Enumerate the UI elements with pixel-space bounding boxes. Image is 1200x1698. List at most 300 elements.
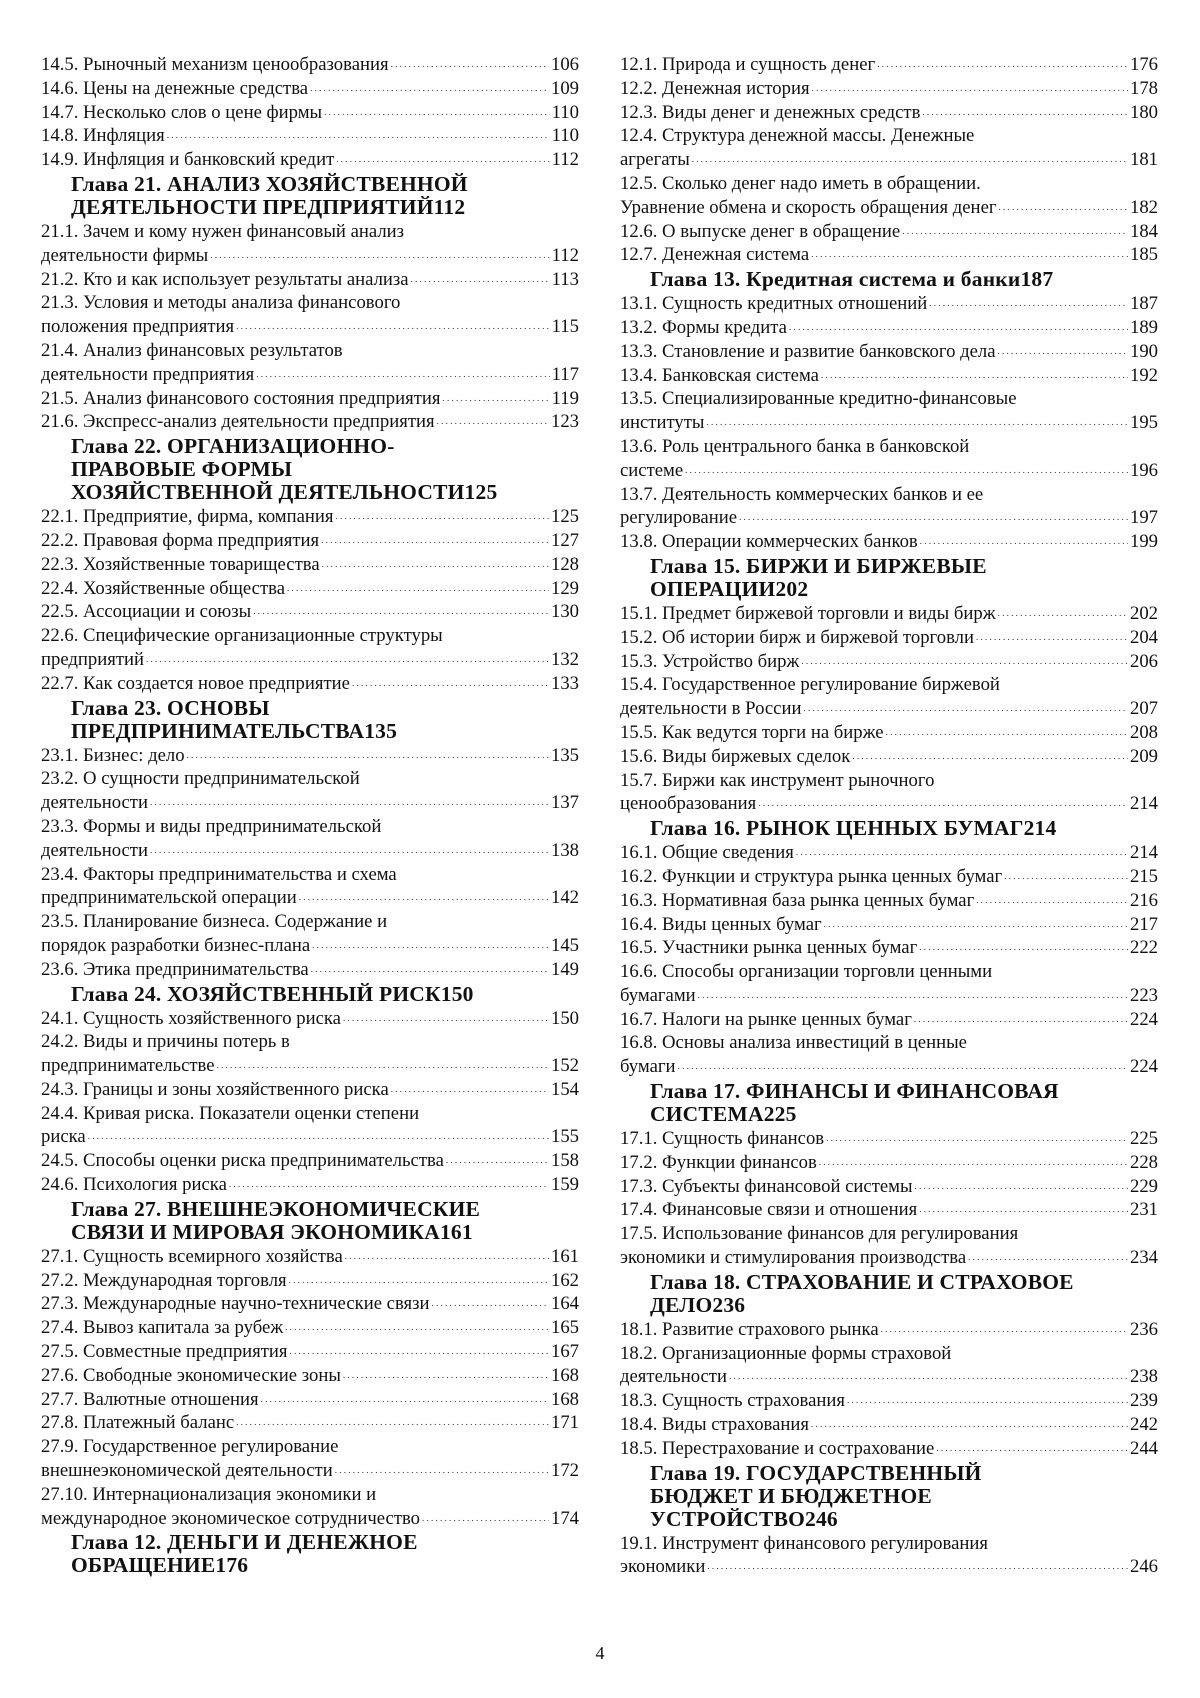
toc-entry-title: 24.6. Психология риска (41, 1174, 227, 1196)
toc-entry (41, 220, 579, 268)
toc-entry-page: 199 (1129, 531, 1158, 553)
toc-entry-title: 21.6. Экспресс-анализ деятельности предприятия (41, 411, 435, 433)
chapter-heading-line: Глава 17. ФИНАНСЫ И ФИНАНСОВАЯ (650, 1079, 1059, 1104)
toc-entry (41, 767, 579, 815)
toc-entry-title: 18.3. Сущность страхования (620, 1390, 846, 1412)
dot-leader (1004, 872, 1128, 884)
toc-entry-page: 110 (551, 125, 579, 147)
toc-entry-title: международное экономическое сотрудничество (41, 1507, 421, 1529)
toc-entry-title: 16.2. Функции и структура рынка ценных бумаг (620, 865, 1003, 887)
dot-leader (253, 607, 549, 619)
toc-entry-page: 132 (550, 648, 579, 670)
toc-entry (620, 530, 1158, 554)
toc-entry (620, 435, 1158, 483)
toc-entry-title: 27.7. Валютные отношения (41, 1388, 259, 1410)
dot-leader (739, 513, 1128, 525)
toc-entry-page: 196 (1129, 459, 1158, 481)
dot-leader (312, 941, 549, 953)
toc-entry (41, 1245, 579, 1269)
toc-left-column (41, 53, 579, 1578)
toc-entry (620, 1198, 1158, 1222)
toc-entry-title-line1: 23.5. Планирование бизнеса. Содержание и (41, 911, 388, 933)
toc-entry-page: 129 (550, 577, 579, 599)
toc-entry-title: 17.4. Финансовые связи и отношения (620, 1199, 918, 1221)
toc-entry (41, 1149, 579, 1173)
toc-entry-title: 17.1. Сущность финансов (620, 1128, 825, 1150)
toc-entry-page: 154 (550, 1078, 579, 1100)
dot-leader (968, 1253, 1128, 1265)
toc-entry-page: 239 (1129, 1390, 1158, 1412)
chapter-page: 246 (805, 1506, 838, 1531)
dot-leader (801, 656, 1128, 668)
dot-leader (236, 1418, 549, 1430)
toc-entry-title: 15.2. Об истории бирж и биржевой торговли (620, 626, 974, 648)
toc-entry-title-line1: 27.10. Интернационализация экономики и (41, 1483, 377, 1505)
toc-entry (620, 602, 1158, 626)
dot-leader (322, 560, 549, 572)
chapter-heading (650, 1080, 1158, 1126)
dot-leader (391, 60, 549, 72)
toc-entry-title: 22.1. Предприятие, фирма, компания (41, 506, 334, 528)
toc-entry-title-line1: 16.6. Способы организации торговли ценными (620, 961, 993, 983)
chapter-heading-line (650, 578, 1158, 601)
toc-entry-title-line2 (41, 1507, 579, 1531)
chapter-title: ХОЗЯЙСТВЕННОЙ ДЕЯТЕЛЬНОСТИ (71, 480, 465, 505)
chapter-title: ДЕЛО (650, 1292, 713, 1317)
toc-entry-title-line2 (41, 244, 579, 268)
toc-entry-page: 178 (1129, 77, 1158, 99)
toc-entry-title-line2 (620, 984, 1158, 1008)
toc-entry-page: 216 (1129, 889, 1158, 911)
toc-entry (41, 1364, 579, 1388)
toc-entry-title-line1: 21.4. Анализ финансовых результатов (41, 339, 343, 361)
dot-leader (422, 1513, 549, 1525)
toc-entry-page: 133 (550, 672, 579, 694)
chapter-page: 135 (364, 718, 398, 743)
toc-entry-page: 150 (550, 1007, 579, 1029)
toc-entry (41, 1388, 579, 1412)
toc-entry (620, 316, 1158, 340)
toc-entry-page: 224 (1129, 1056, 1158, 1078)
toc-entry-title: экономики (620, 1556, 706, 1578)
toc-entry (41, 268, 579, 292)
toc-entry-title-line2 (41, 886, 579, 910)
toc-entry-title-line1: 27.9. Государственное регулирование (41, 1436, 339, 1458)
chapter-heading-line: Глава 23. ОСНОВЫ (71, 695, 270, 720)
toc-entry-title-line1: 21.3. Условия и методы анализа финансового (41, 292, 401, 314)
toc-entry-page: 206 (1129, 650, 1158, 672)
chapter-heading-line: Глава 22. ОРГАНИЗАЦИОННО- (71, 434, 395, 459)
dot-leader (187, 750, 549, 762)
toc-entry-title-line1: 22.6. Специфические организационные структуры (41, 625, 443, 647)
toc-entry-title-line2 (41, 1125, 579, 1149)
toc-entry-title: 27.1. Сущность всемирного хозяйства (41, 1245, 343, 1267)
chapter-title: Глава 16. РЫНОК ЦЕННЫХ БУМАГ (650, 816, 1024, 841)
toc-entry (41, 410, 579, 434)
toc-entry (41, 1102, 579, 1150)
dot-leader (256, 370, 549, 382)
chapter-title: Глава 13. Кредитная система и банки (650, 267, 1021, 292)
toc-entry-page: 137 (550, 792, 579, 814)
dot-leader (789, 323, 1128, 335)
toc-entry-page: 106 (550, 54, 579, 75)
toc-entry-title: экономики и стимулирования производства (620, 1247, 967, 1269)
toc-entry-page: 236 (1129, 1318, 1158, 1340)
toc-entry-title: 12.1. Природа и сущность денег (620, 54, 876, 75)
chapter-heading-line (71, 720, 579, 743)
toc-entry-title-line1: 24.4. Кривая риска. Показатели оценки степени (41, 1102, 420, 1124)
chapter-heading-line (650, 1508, 1158, 1531)
toc-entry-title: 12.2. Денежная история (620, 77, 810, 99)
chapter-heading-line: ПРАВОВЫЕ ФОРМЫ (71, 457, 293, 482)
dot-leader (976, 896, 1128, 908)
toc-entry-page: 174 (550, 1507, 579, 1529)
dot-leader (922, 107, 1128, 119)
toc-entry-title: 16.5. Участники рынка ценных бумаг (620, 937, 918, 959)
toc-entry (41, 77, 579, 101)
toc-entry-title: предпринимательстве (41, 1055, 215, 1077)
toc-entry-title-line2 (41, 791, 579, 815)
toc-entry-title: 27.6. Свободные экономические зоны (41, 1364, 341, 1386)
toc-entry (620, 673, 1158, 721)
toc-entry-title: 18.1. Развитие страхового рынка (620, 1318, 879, 1340)
toc-entry-page: 161 (550, 1245, 579, 1267)
toc-entry-title: 23.6. Этика предпринимательства (41, 958, 309, 980)
dot-leader (824, 919, 1128, 931)
toc-entry-title-line2 (41, 839, 579, 863)
dot-leader (877, 60, 1128, 72)
chapter-heading-line: БЮДЖЕТ И БЮДЖЕТНОЕ (650, 1483, 932, 1508)
toc-entry (620, 1413, 1158, 1437)
chapter-heading-line (71, 196, 579, 219)
toc-entry-page: 167 (550, 1341, 579, 1363)
dot-leader (698, 991, 1128, 1003)
toc-entry-title: 27.4. Вывоз капитала за рубеж (41, 1317, 284, 1339)
dot-leader (311, 965, 549, 977)
toc-entry (41, 553, 579, 577)
chapter-page: 225 (763, 1102, 797, 1127)
toc-entry-title: 21.5. Анализ финансового состояния предприятия (41, 387, 441, 409)
dot-leader (812, 84, 1128, 96)
toc-entry-title-line1: 13.7. Деятельность коммерческих банков и ее (620, 483, 984, 505)
toc-entry (620, 172, 1158, 220)
dot-leader (167, 131, 550, 143)
chapter-heading (71, 435, 579, 504)
dot-leader (150, 846, 549, 858)
toc-entry-title: 27.3. Международные научно-технические связи (41, 1293, 430, 1315)
toc-entry-title: положения предприятия (41, 316, 235, 338)
toc-entry (41, 1078, 579, 1102)
toc-entry-title-line1: 13.5. Специализированные кредитно-финансовые (620, 388, 1017, 410)
toc-entry-title: 13.2. Формы кредита (620, 316, 787, 338)
toc-entry-page: 223 (1129, 984, 1158, 1006)
toc-entry (41, 1007, 579, 1031)
toc-entry-title-line2 (41, 315, 579, 339)
toc-entry-title: 27.5. Совместные предприятия (41, 1341, 288, 1363)
toc-entry (41, 577, 579, 601)
dot-leader (432, 1299, 549, 1311)
chapter-heading (650, 1462, 1158, 1531)
dot-leader (758, 799, 1128, 811)
toc-entry-title-line1: 18.2. Организационные формы страховой (620, 1342, 952, 1364)
toc-entry-page: 197 (1129, 507, 1158, 529)
toc-entry-title: 16.7. Налоги на рынке ценных бумаг (620, 1008, 912, 1030)
toc-entry (620, 483, 1158, 531)
toc-entry-page: 209 (1129, 745, 1158, 767)
toc-entry-page: 202 (1129, 602, 1158, 624)
toc-entry (41, 124, 579, 148)
toc-entry-page: 180 (1129, 101, 1158, 123)
toc-entry-page: 159 (550, 1174, 579, 1196)
toc-entry (620, 889, 1158, 913)
dot-leader (236, 322, 550, 334)
toc-entry (41, 1483, 579, 1531)
toc-entry-title: 23.1. Бизнес: дело (41, 744, 185, 766)
toc-entry-title: риска (41, 1126, 86, 1148)
toc-entry-page: 138 (550, 839, 579, 861)
toc-entry-page: 222 (1129, 937, 1158, 959)
dot-leader (442, 393, 549, 405)
toc-entry-title: 15.1. Предмет биржевой торговли и виды бирж (620, 602, 996, 624)
toc-entry (620, 124, 1158, 172)
toc-entry (620, 292, 1158, 316)
toc-entry-page: 172 (550, 1460, 579, 1482)
toc-entry-page: 225 (1129, 1128, 1158, 1150)
toc-entry (620, 769, 1158, 817)
dot-leader (826, 1134, 1128, 1146)
toc-entry-page: 238 (1129, 1366, 1158, 1388)
chapter-heading-line: Глава 27. ВНЕШНЕЭКОНОМИЧЕСКИЕ (71, 1196, 481, 1221)
toc-entry-title-line2 (41, 1054, 579, 1078)
toc-entry-page: 125 (550, 506, 579, 528)
chapter-heading-line (71, 1554, 579, 1577)
toc-entry-title: 14.8. Инфляция (41, 125, 165, 147)
toc-entry-title-line1: 12.5. Сколько денег надо иметь в обращении. (620, 172, 981, 194)
toc-entry (41, 672, 579, 696)
chapter-heading-line (650, 1294, 1158, 1317)
toc-entry-title: деятельности (620, 1366, 727, 1388)
toc-entry-page: 217 (1129, 913, 1158, 935)
toc-entry-page: 246 (1129, 1556, 1158, 1578)
toc-entry (41, 1340, 579, 1364)
dot-leader (150, 798, 549, 810)
toc-entry-title: деятельности фирмы (41, 244, 209, 266)
dot-leader (343, 1371, 549, 1383)
toc-entry-page: 145 (550, 934, 579, 956)
toc-entry-title: институты (620, 412, 705, 434)
dot-leader (324, 107, 550, 119)
toc-entry-page: 192 (1129, 364, 1158, 386)
toc-entry-page: 119 (551, 387, 579, 409)
dot-leader (685, 466, 1128, 478)
toc-entry (620, 1532, 1158, 1580)
toc-right-column (620, 53, 1158, 1579)
toc-entry-page: 115 (551, 316, 579, 338)
toc-entry-title: 13.1. Сущность кредитных отношений (620, 293, 928, 315)
chapter-page: 176 (215, 1553, 249, 1578)
chapter-heading (71, 1531, 579, 1577)
dot-leader (796, 848, 1128, 860)
toc-entry (41, 910, 579, 958)
toc-entry-page: 109 (550, 77, 579, 99)
chapter-page: 150 (440, 981, 474, 1006)
dot-leader (976, 633, 1128, 645)
toc-entry-title: деятельности предприятия (41, 363, 255, 385)
dot-leader (886, 728, 1128, 740)
toc-entry-title: бумаги (620, 1056, 676, 1078)
toc-entry-page: 130 (550, 601, 579, 623)
chapter-page: 214 (1023, 816, 1057, 841)
toc-entry-title: 16.1. Общие сведения (620, 842, 794, 864)
toc-entry (41, 148, 579, 172)
toc-entry (41, 958, 579, 982)
toc-entry-title-line1: 21.1. Зачем и кому нужен финансовый анализ (41, 220, 405, 242)
toc-entry (41, 815, 579, 863)
dot-leader (336, 155, 549, 167)
toc-entry-title-line2 (620, 1555, 1158, 1579)
toc-entry (620, 626, 1158, 650)
chapter-heading-line: Глава 21. АНАЛИЗ ХОЗЯЙСТВЕННОЙ (71, 171, 468, 196)
chapter-title: ОПЕРАЦИИ (650, 576, 776, 601)
toc-entry-title: предприятий (41, 648, 145, 670)
toc-entry (620, 913, 1158, 937)
toc-entry-page: 158 (550, 1150, 579, 1172)
dot-leader (919, 943, 1128, 955)
dot-leader (345, 1252, 549, 1264)
toc-entry (41, 863, 579, 911)
dot-leader (285, 1323, 549, 1335)
toc-entry-title: 15.3. Устройство бирж (620, 650, 800, 672)
dot-leader (289, 1275, 549, 1287)
toc-entry-title: агрегаты (620, 149, 690, 171)
toc-entry-title: 24.3. Границы и зоны хозяйственного риска (41, 1078, 389, 1100)
toc-entry (620, 1151, 1158, 1175)
chapter-heading (71, 697, 579, 743)
toc-entry-page: 181 (1129, 149, 1158, 171)
toc-entry-page: 165 (550, 1317, 579, 1339)
toc-entry (620, 721, 1158, 745)
toc-entry-page: 164 (550, 1293, 579, 1315)
toc-entry-title: 27.8. Платежный баланс (41, 1412, 235, 1434)
toc-entry (620, 960, 1158, 1008)
chapter-heading (650, 817, 1158, 840)
toc-entry-title: 14.7. Несколько слов о цене фирмы (41, 101, 323, 123)
toc-entry-page: 242 (1129, 1414, 1158, 1436)
toc-entry-page: 244 (1129, 1437, 1158, 1459)
toc-entry-title-line1: 23.3. Формы и виды предпринимательской (41, 815, 382, 837)
dot-leader (446, 1156, 549, 1168)
toc-entry-title-line1: 17.5. Использование финансов для регулирования (620, 1223, 1019, 1245)
toc-entry (620, 841, 1158, 865)
chapter-title: УСТРОЙСТВО (650, 1506, 806, 1531)
toc-entry-title-line1: 16.8. Основы анализа инвестиций в ценные (620, 1032, 967, 1054)
toc-entry (620, 1175, 1158, 1199)
toc-entry (41, 291, 579, 339)
dot-leader (336, 512, 549, 524)
chapter-heading-line (71, 1221, 579, 1244)
toc-entry (620, 364, 1158, 388)
chapter-heading (650, 1271, 1158, 1317)
toc-entry (41, 1411, 579, 1435)
toc-entry-title: деятельности (41, 839, 148, 861)
chapter-page: 202 (775, 576, 809, 601)
toc-entry-title-line2 (620, 792, 1158, 816)
chapter-heading (650, 268, 1158, 291)
dot-leader (819, 1158, 1128, 1170)
toc-entry-page: 228 (1129, 1151, 1158, 1173)
toc-entry-page: 187 (1129, 293, 1158, 315)
toc-entry-title-line1: 13.6. Роль центрального банка в банковской (620, 435, 970, 457)
toc-entry-page: 189 (1129, 316, 1158, 338)
toc-entry-page: 184 (1129, 220, 1158, 242)
toc-entry-title-line2 (620, 1365, 1158, 1389)
toc-entry (41, 1435, 579, 1483)
dot-leader (146, 655, 549, 667)
toc-entry-title-line2 (41, 363, 579, 387)
chapter-heading-line: Глава 15. БИРЖИ И БИРЖЕВЫЕ (650, 553, 987, 578)
toc-entry-title-line1: 12.4. Структура денежной массы. Денежные (620, 125, 975, 147)
toc-entry (41, 1269, 579, 1293)
dot-leader (352, 679, 549, 691)
toc-entry (41, 624, 579, 672)
dot-leader (391, 1085, 549, 1097)
toc-entry-page: 112 (551, 149, 579, 171)
dot-leader (999, 203, 1128, 215)
dot-leader (343, 1013, 549, 1025)
dot-leader (936, 1444, 1128, 1456)
dot-leader (852, 752, 1128, 764)
toc-entry (41, 1173, 579, 1197)
chapter-title: СИСТЕМА (650, 1102, 764, 1127)
toc-entry-page: 135 (550, 744, 579, 766)
toc-entry-page: 113 (551, 268, 579, 290)
chapter-title: ДЕЯТЕЛЬНОСТИ ПРЕДПРИЯТИЙ (71, 194, 434, 219)
toc-entry-title-line2 (620, 411, 1158, 435)
toc-entry (620, 101, 1158, 125)
toc-entry-title: 12.7. Денежная система (620, 244, 810, 266)
dot-leader (335, 1466, 549, 1478)
toc-entry (620, 387, 1158, 435)
toc-entry-title-line1: 23.2. О сущности предпринимательской (41, 768, 360, 790)
toc-entry-page: 215 (1129, 865, 1158, 887)
toc-entry-title: 24.5. Способы оценки риска предпринимательства (41, 1150, 444, 1172)
chapter-page: 236 (712, 1292, 746, 1317)
toc-entry-title: 12.6. О выпуске денег в обращение (620, 220, 901, 242)
toc-entry-title-line2 (620, 1246, 1158, 1270)
dot-leader (729, 1372, 1128, 1384)
toc-entry-title-line2 (41, 648, 579, 672)
toc-entry-title: 22.3. Хозяйственные товарищества (41, 553, 320, 575)
toc-entry-title: предпринимательской операции (41, 887, 297, 909)
toc-entry-page: 110 (551, 101, 579, 123)
toc-entry-title: 12.3. Виды денег и денежных средств (620, 101, 921, 123)
toc-entry (620, 1318, 1158, 1342)
toc-entry-title: бумагами (620, 984, 696, 1006)
toc-entry (620, 1031, 1158, 1079)
toc-entry-title: 22.2. Правовая форма предприятия (41, 529, 320, 551)
dot-leader (310, 84, 549, 96)
chapter-title: СВЯЗИ И МИРОВАЯ ЭКОНОМИКА (71, 1219, 440, 1244)
toc-entry (620, 77, 1158, 101)
toc-entry-title-line2 (620, 1055, 1158, 1079)
dot-leader (707, 1562, 1128, 1574)
toc-entry-page: 231 (1129, 1199, 1158, 1221)
toc-entry-title: ценообразования (620, 793, 757, 815)
toc-entry-title: регулирование (620, 507, 738, 529)
toc-entry-title: 22.4. Хозяйственные общества (41, 577, 286, 599)
dot-leader (914, 1014, 1128, 1026)
toc-entry-page: 176 (1129, 54, 1158, 75)
